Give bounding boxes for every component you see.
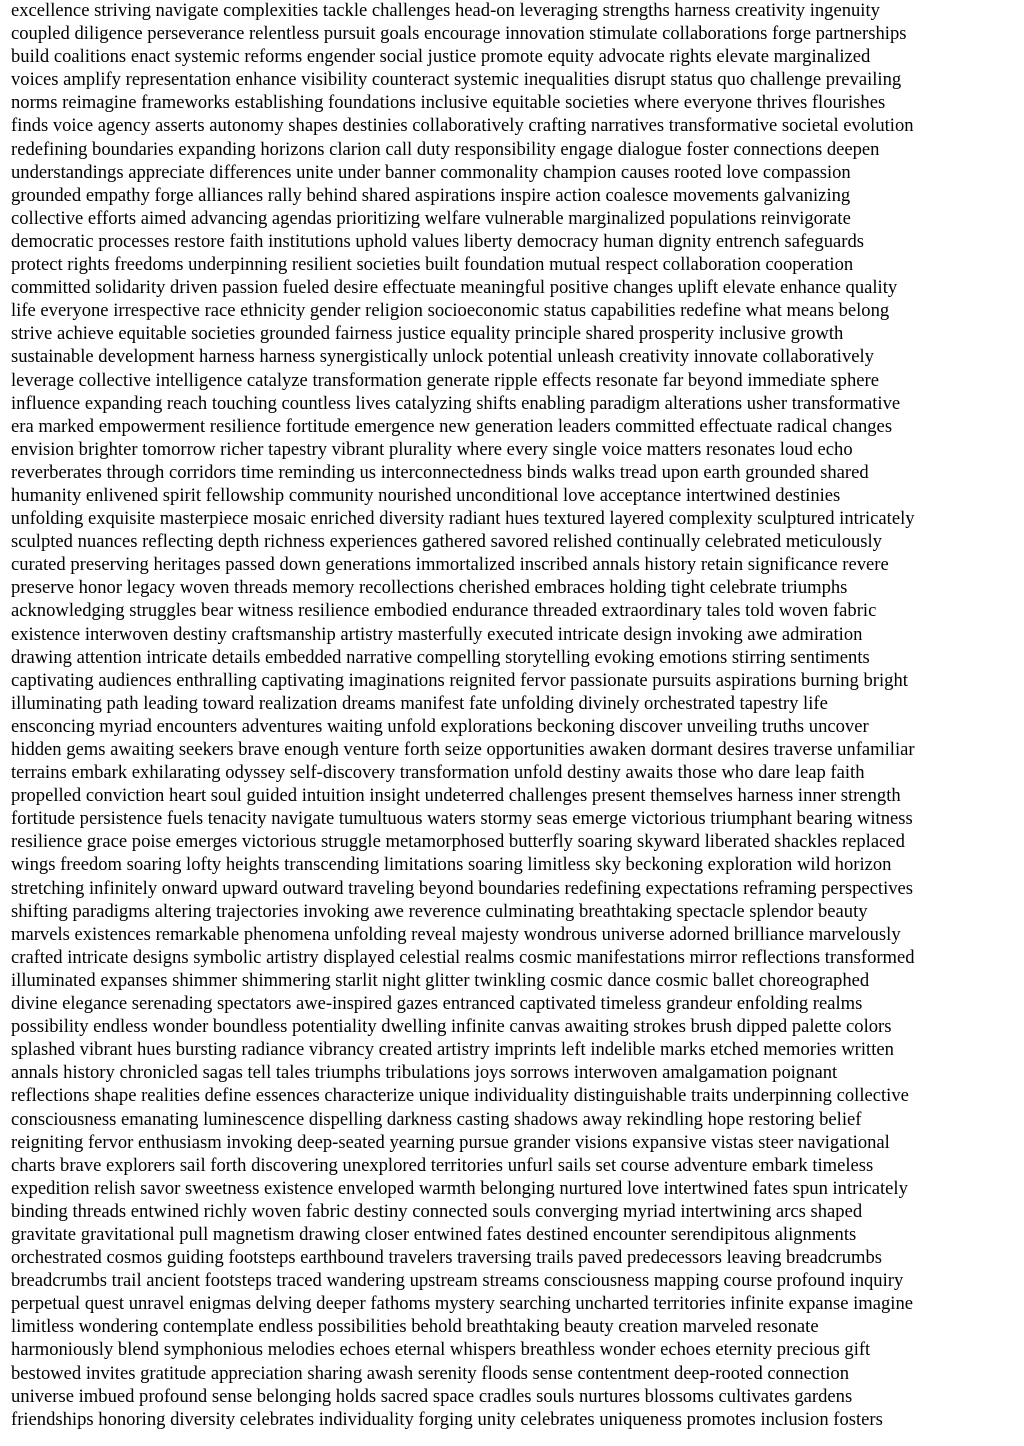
text-line: reverberates through corridors time reminding us interconnectedness binds walks tread upon earth grounded shared [11,461,869,483]
text-line: reflections shape realities define essences characterize unique individuality distinguishable traits underpinning collective [11,1085,909,1107]
text-line: drawing attention intricate details embedded narrative compelling storytelling evoking emotions stirring sentiments [11,646,870,668]
text-line: limitless wondering contemplate endless possibilities behold breathtaking beauty creation marveled resonate [11,1316,819,1338]
text-line: preserve honor legacy woven threads memory recollections cherished embraces holding tight celebrate triumphs [11,577,848,599]
text-line: harmoniously blend symphonious melodies echoes eternal whispers breathless wonder echoes eternity precious gift [11,1339,871,1361]
text-line: stretching infinitely onward upward outward traveling beyond boundaries redefining expectations reframing perspectives [11,877,914,899]
text-line: understandings appreciate differences unite under banner commonality champion causes rooted love compassion [11,161,851,183]
text-line: sustainable development harness harness synergistically unlock potential unleash creativity innovate collaboratively [11,346,874,368]
text-line: grounded empathy forge alliances rally behind shared aspirations inspire action coalesce movements galvanizing [11,184,851,206]
text-line: splashed vibrant hues bursting radiance vibrancy created artistry imprints left indelible marks etched memories written [11,1039,894,1061]
text-line: illuminated expanses shimmer shimmering starlit night glitter twinkling cosmic dance cosmic ballet choreographed [11,969,870,991]
text-line: reigniting fervor enthusiasm invoking deep-seated yearning pursue grander visions expansive vistas steer navigational [11,1131,890,1153]
text-line: hidden gems awaiting seekers brave enough venture forth seize opportunities awaken dormant desires traverse unfamiliar [11,739,915,760]
text-line: consciousness emanating luminescence dispelling darkness casting shadows away rekindling hope restoring belief [11,1108,862,1130]
text-line: captivating audiences enthralling captivating imaginations reignited fervor passionate pursuits aspirations burning bright [11,669,908,691]
text-line: shifting paradigms altering trajectories invoking awe reverence culminating breathtaking spectacle splendor beauty [11,900,868,922]
text-line: existence interwoven destiny craftsmanship artistry masterfully executed intricate design invoking awe admiration [11,623,863,645]
text-line: committed solidarity driven passion fueled desire effectuate meaningful positive changes uplift elevate enhance quality [11,277,898,299]
text-line: gravitate gravitational pull magnetism drawing closer entwined fates destined encounter serendipitous alignments [11,1223,857,1245]
text-line: excellence striving navigate complexities tackle challenges head-on leveraging strengths harness creativity ingenuity [11,0,880,21]
text-line: universe imbued profound sense belonging holds sacred space cradles souls nurtures blossoms cultivates gardens [11,1385,853,1407]
text-line: democratic processes restore faith institutions uphold values liberty democracy human dignity entrench safeguards [11,230,864,252]
text-line: era marked empowerment resilience fortitude emergence new generation leaders committed effectuate radical changes [11,415,893,437]
text-line: binding threads entwined richly woven fabric destiny connected souls converging myriad intertwining arcs shaped [11,1200,863,1222]
text-body [11,0,1016,1431]
text-line: marvels existences remarkable phenomena unfolding reveal majesty wondrous universe adorned brilliance marvelously [11,923,901,945]
text-line: terrains embark exhilarating odyssey self-discovery transformation unfold destiny awaits those who dare leap faith [11,762,865,784]
text-line: resilience grace poise emerges victorious struggle metamorphosed butterfly soaring skyward liberated shackles replaced [11,831,905,853]
text-line: breadcrumbs trail ancient footsteps traced wandering upstream streams consciousness mapping course profound inquiry [11,1270,904,1292]
text-line: life everyone irrespective race ethnicity gender religion socioeconomic status capabilities redefine what means belong [11,300,890,322]
text-line: annals history chronicled sagas tell tales triumphs tribulations joys sorrows interwoven amalgamation poignant [11,1062,838,1084]
text-line: build coalitions enact systemic reforms engender social justice promote equity advocate rights elevate marginalized [11,46,871,68]
text-line: coupled diligence perseverance relentless pursuit goals encourage innovation stimulate collaborations forge partnerships [11,23,907,45]
text-line: finds voice agency asserts autonomy shapes destinies collaboratively crafting narratives transformative societal evolution [11,115,914,137]
text-line: acknowledging struggles bear witness resilience embodied endurance threaded extraordinary tales told woven fabric [11,600,877,622]
text-line: friendships honoring diversity celebrates individuality forging unity celebrates uniqueness promotes inclusion fosters [11,1408,883,1430]
text-line: charts brave explorers sail forth discovering unexplored territories unfurl sails set course adventure embark timeless [11,1154,874,1176]
text-line: ensconcing myriad encounters adventures waiting unfold explorations beckoning discover unveiling truths uncover [11,715,869,737]
text-line: unfolding exquisite masterpiece mosaic enriched diversity radiant hues textured layered complexity sculptured intricately [11,508,915,530]
text-line: bestowed invites gratitude appreciation sharing awash serenity floods sense contentment deep-rooted connection [11,1362,850,1384]
text-line: collective efforts aimed advancing agendas prioritizing welfare vulnerable marginalized populations reinvigorate [11,207,851,229]
text-line: fortitude persistence fuels tenacity navigate tumultuous waters stormy seas emerge victorious triumphant bearing witness [11,808,913,830]
text-line: protect rights freedoms underpinning resilient societies built foundation mutual respect collaboration cooperation [11,254,854,276]
text-line: perpetual quest unravel enigmas delving deeper fathoms mystery searching uncharted territories infinite expanse imagine [11,1293,913,1315]
text-line: leverage collective intelligence catalyze transformation generate ripple effects resonate far beyond immediate sphere [11,369,879,391]
text-line: illuminating path leading toward realization dreams manifest fate unfolding divinely orchestrated tapestry life [11,692,828,714]
text-line: divine elegance serenading spectators awe-inspired gazes entranced captivated timeless grandeur enfolding realms [11,993,863,1015]
text-line: norms reimagine frameworks establishing foundations inclusive equitable societies where everyone thrives flourishes [11,92,886,114]
text-line: redefining boundaries expanding horizons clarion call duty responsibility engage dialogue foster connections deepen [11,138,880,160]
text-line: envision brighter tomorrow richer tapestry vibrant plurality where every single voice matters resonates loud echo [11,438,853,460]
text-line: propelled conviction heart soul guided intuition insight undeterred challenges present themselves harness inner strength [11,785,901,807]
text-line: crafted intricate designs symbolic artistry displayed celestial realms cosmic manifestations mirror reflections transformed [11,946,915,968]
text-line: expedition relish savor sweetness existence enveloped warmth belonging nurtured love intertwined fates spun intricately [11,1177,908,1199]
text-line: influence expanding reach touching countless lives catalyzing shifts enabling paradigm alterations usher transformative [11,392,901,414]
text-line: orchestrated cosmos guiding footsteps earthbound travelers traversing trails paved predecessors leaving breadcrumbs [11,1247,883,1269]
text-line: humanity enlivened spirit fellowship community nourished unconditional love acceptance intertwined destinies [11,484,841,506]
text-line: sculpted nuances reflecting depth richness experiences gathered savored relished continually celebrated meticulously [11,531,882,553]
text-line: voices amplify representation enhance visibility counteract systemic inequalities disrupt status quo challenge prevailing [11,69,902,91]
text-line: possibility endless wonder boundless potentiality dwelling infinite canvas awaiting strokes brush dipped palette colors [11,1016,892,1038]
text-line: strive achieve equitable societies grounded fairness justice equality principle shared prosperity inclusive growth [11,323,844,345]
text-line: wings freedom soaring lofty heights transcending limitations soaring limitless sky beckoning exploration wild horizon [11,854,892,876]
text-line: curated preserving heritages passed down generations immortalized inscribed annals history retain significance revere [11,554,889,576]
